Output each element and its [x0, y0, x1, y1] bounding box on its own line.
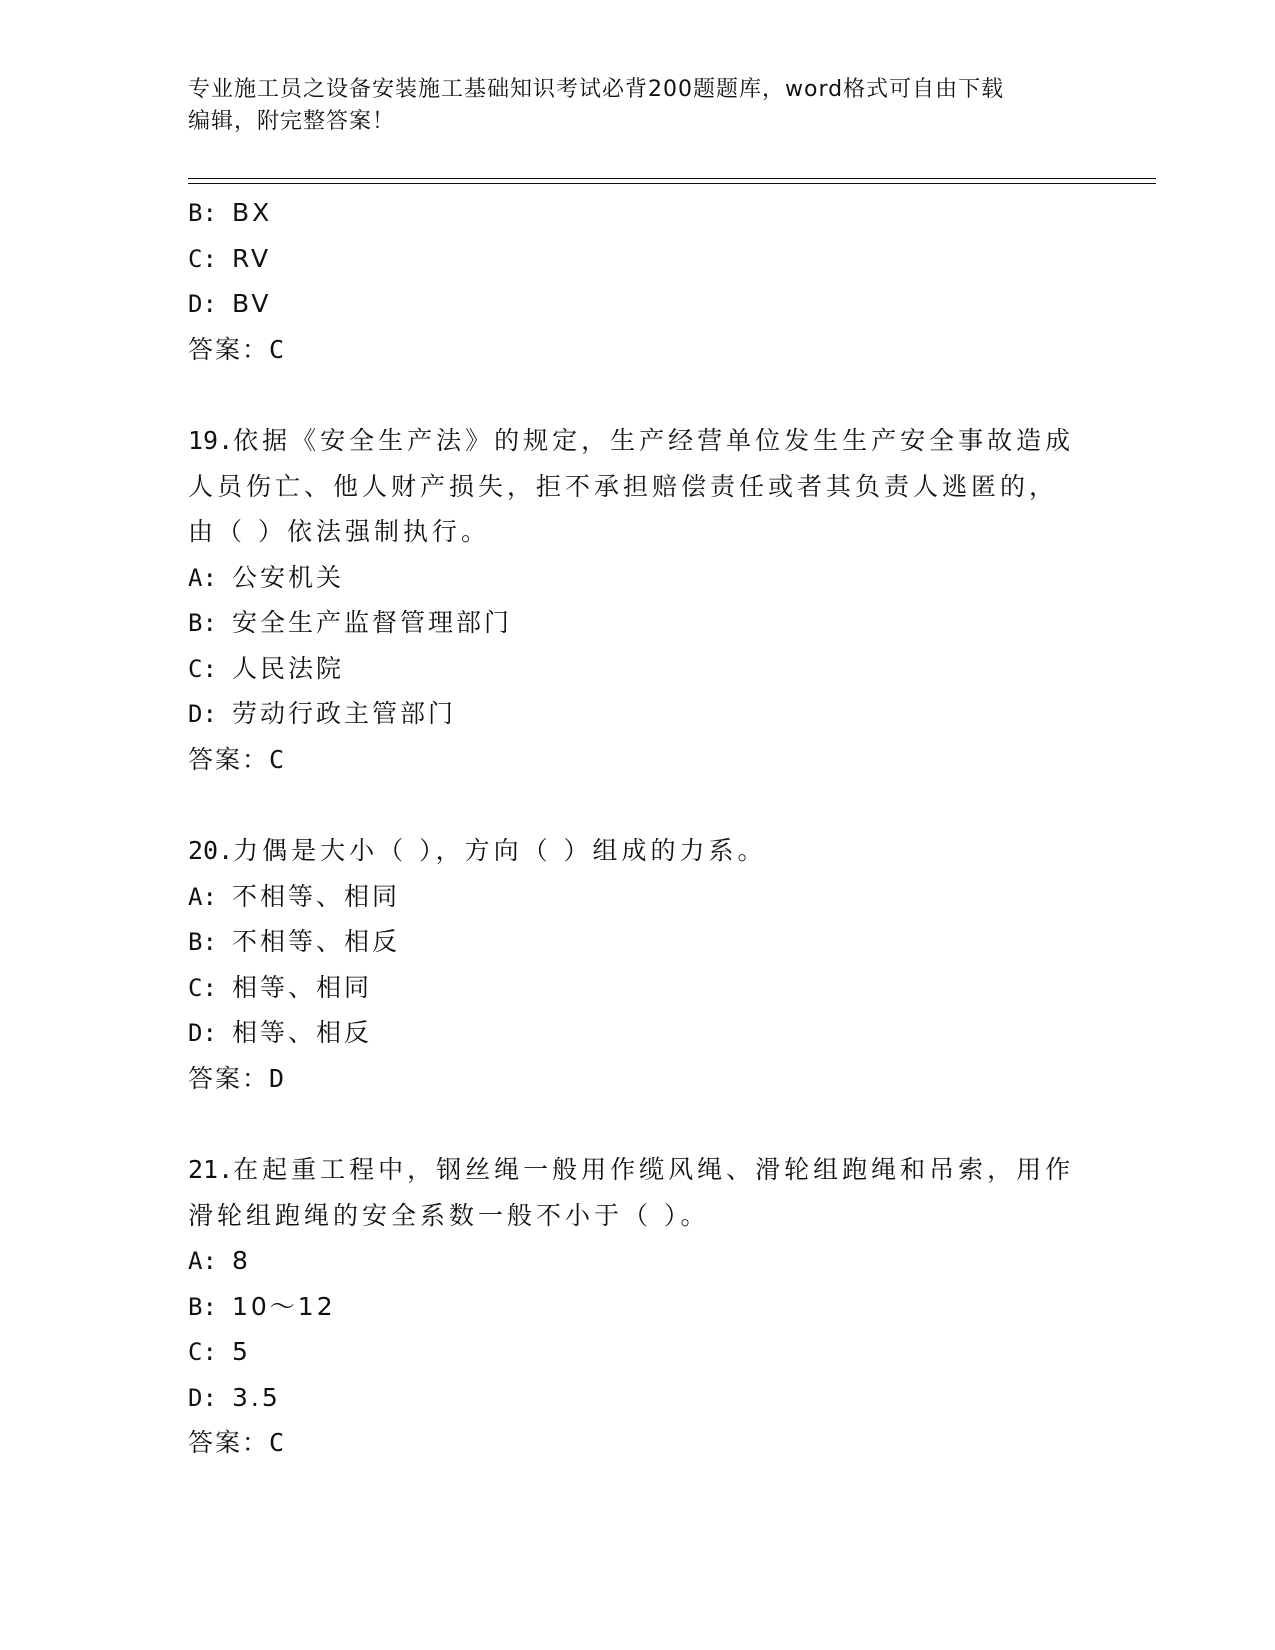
option-c [188, 1329, 1088, 1375]
option-d [188, 691, 1088, 737]
option-key: A: [188, 563, 217, 592]
question-20 [188, 828, 1088, 1101]
answer-line [188, 327, 1088, 373]
option-key: A: [188, 882, 217, 911]
option-key: D: [188, 1383, 217, 1412]
option-b [188, 190, 1088, 236]
answer-label: 答案： [188, 744, 270, 774]
option-a [188, 555, 1088, 601]
option-a [188, 1238, 1088, 1284]
option-b [188, 1284, 1088, 1330]
question-number: 20. [188, 836, 234, 865]
answer-label: 答案： [188, 1063, 270, 1093]
option-text: BX [232, 198, 273, 227]
option-key: C: [188, 973, 217, 1002]
question-stem-line [188, 828, 1088, 874]
answer-line [188, 1056, 1088, 1102]
answer-value: C [269, 334, 285, 364]
header-divider-top [188, 178, 1156, 179]
option-key: B: [188, 199, 217, 227]
option-key: A: [188, 1247, 217, 1275]
answer-line [188, 1420, 1088, 1466]
question-spacer [188, 782, 1088, 828]
option-key: C: [188, 244, 217, 273]
option-text: BV [232, 289, 272, 318]
answer-line [188, 737, 1088, 783]
option-d [188, 281, 1088, 327]
option-key: B: [188, 928, 217, 956]
question-stem-text: 依据《安全生产法》的规定，生产经营单位发生生产安全事故造成 [233, 426, 1075, 455]
question-spacer [188, 372, 1088, 418]
option-text: 公安机关 [232, 562, 345, 592]
option-text: 劳动行政主管部门 [232, 699, 457, 728]
option-text: 3.5 [232, 1382, 281, 1412]
option-d [188, 1010, 1088, 1056]
option-text: 5 [232, 1337, 251, 1366]
question-stem-line [188, 418, 1088, 464]
answer-label: 答案： [188, 1428, 270, 1457]
option-key: C: [188, 654, 217, 683]
option-b [188, 919, 1088, 965]
option-key: D: [188, 700, 217, 728]
option-c [188, 236, 1088, 282]
answer-value: C [269, 1428, 285, 1457]
option-key: B: [188, 609, 217, 637]
option-text: 相等、相同 [232, 972, 373, 1002]
option-text: 10～12 [232, 1291, 336, 1321]
question-stem-line: 由（ ）依法强制执行。 [188, 517, 490, 546]
question-number: 19. [188, 426, 234, 455]
question-number: 21. [188, 1155, 234, 1184]
option-text: 8 [232, 1246, 251, 1275]
question-19 [188, 418, 1088, 782]
header-title-line-2: 编辑，附完整答案！ [188, 109, 396, 134]
option-c [188, 965, 1088, 1011]
question-stem-line: 人员伤亡、他人财产损失，拒不承担赔偿责任或者其负责人逃匿的， [188, 471, 1059, 501]
answer-label: 答案： [188, 334, 270, 364]
option-key: B: [188, 1292, 217, 1321]
header-title-line-1: 专业施工员之设备安装施工基础知识考试必背200题题库，word格式可自由下载 [188, 77, 1005, 102]
option-key: D: [188, 1019, 217, 1047]
question-fragment [188, 190, 1088, 372]
question-list [188, 190, 1088, 1466]
option-text: 不相等、相反 [232, 927, 401, 956]
option-text: 人民法院 [232, 653, 345, 683]
answer-value: C [269, 744, 285, 774]
option-c [188, 646, 1088, 692]
question-stem-text: 在起重工程中，钢丝绳一般用作缆风绳、滑轮组跑绳和吊索，用作 [233, 1155, 1075, 1184]
question-stem-line: 滑轮组跑绳的安全系数一般不小于（ ）。 [188, 1200, 710, 1230]
header-divider-bottom [188, 183, 1156, 184]
option-key: C: [188, 1338, 217, 1366]
option-a [188, 874, 1088, 920]
question-stem-text: 力偶是大小（ ），方向（ ）组成的力系。 [233, 836, 767, 865]
option-text: RV [232, 243, 272, 273]
option-key: D: [188, 290, 217, 318]
document-header [188, 74, 1088, 138]
option-b [188, 600, 1088, 646]
option-text: 相等、相反 [232, 1018, 373, 1047]
answer-value: D [269, 1063, 285, 1093]
question-stem-line [188, 1147, 1088, 1193]
question-21 [188, 1147, 1088, 1466]
question-spacer [188, 1101, 1088, 1147]
option-text: 安全生产监督管理部门 [232, 608, 513, 637]
option-d [188, 1375, 1088, 1421]
option-text: 不相等、相同 [232, 881, 401, 911]
